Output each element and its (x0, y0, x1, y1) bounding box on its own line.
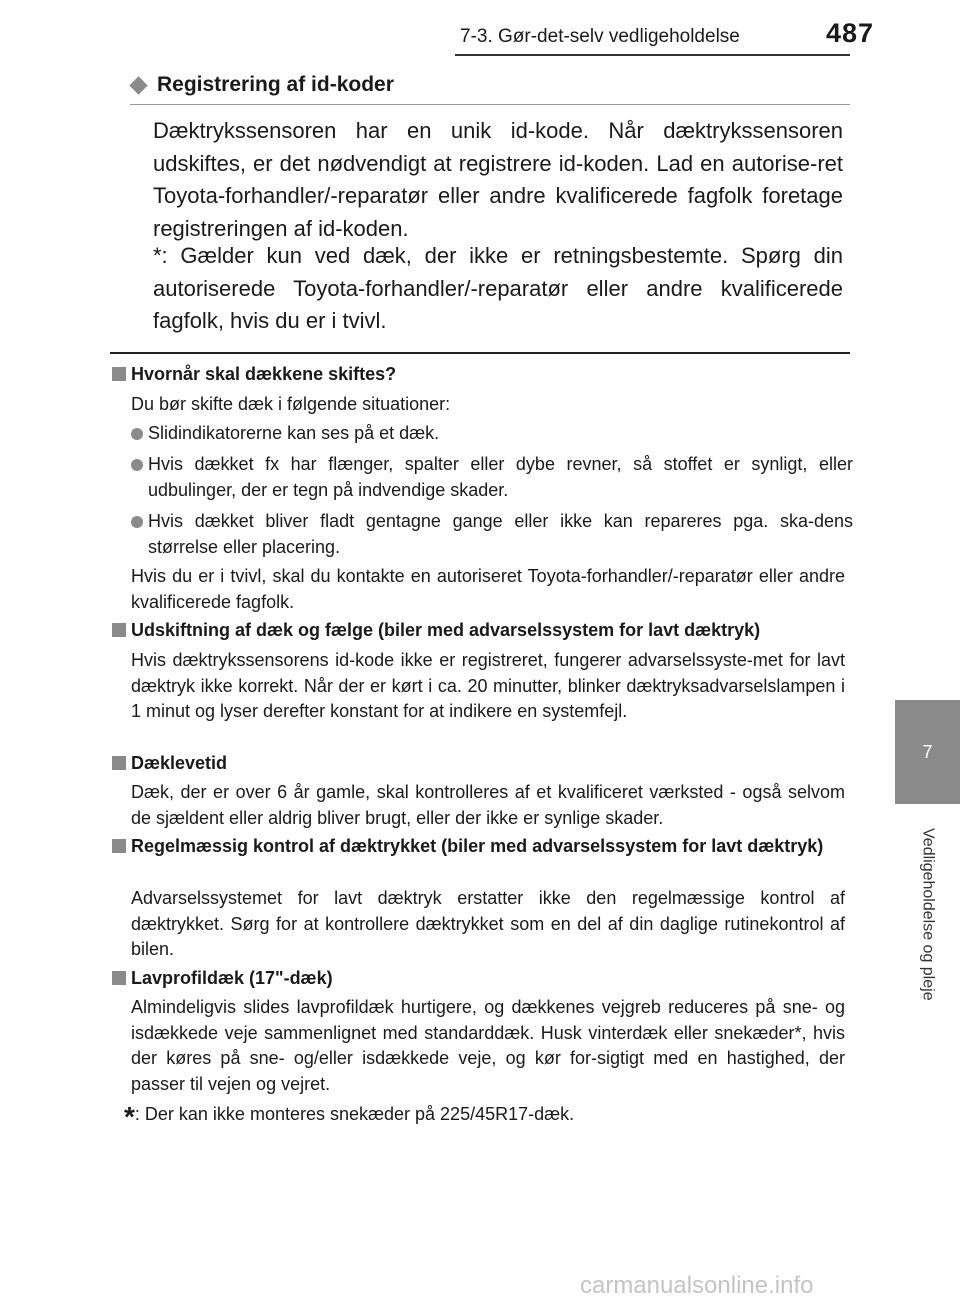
list-item (131, 421, 853, 447)
page-number: 487 (826, 18, 875, 48)
list-item-text: Slidindikatorerne kan ses på et dæk. (148, 423, 440, 443)
square-bullet-icon (112, 623, 126, 637)
section-heading (112, 618, 852, 643)
watermark: carmanualsonline.info (580, 1272, 814, 1299)
square-bullet-icon (112, 839, 126, 853)
square-bullet-icon (112, 756, 126, 770)
section-heading (112, 834, 852, 859)
list-item (131, 509, 853, 560)
section-text: Hvis dæktrykssensorens id-kode ikke er registreret, fungerer advarselssyste-met for lavt dæktryk ikke korrekt. Når der er kørt i ca. 20 minutter, blinker dæktryksadvarselslampen i 1 minut og lyser derefter konstant for at indikere en systemfejl. (131, 650, 845, 721)
section-heading-text: Lavprofildæk (17"-dæk) (131, 968, 333, 988)
section-heading (112, 966, 852, 991)
round-bullet-icon (131, 516, 143, 528)
round-bullet-icon (131, 459, 143, 471)
square-bullet-icon (112, 971, 126, 985)
section-text: Dæk, der er over 6 år gamle, skal kontrolleres af et kvalificeret værksted - også selvom de sjældent eller aldrig bliver brugt, eller der ikke er synlige skader. (131, 782, 845, 828)
section-heading (112, 362, 852, 387)
id-code-heading-text: Registrering af id-koder (157, 73, 394, 96)
chapter-tab (895, 700, 960, 804)
section-heading-text: Dæklevetid (131, 753, 228, 773)
section-divider (110, 352, 850, 354)
section-text: Hvis du er i tvivl, skal du kontakte en autoriseret Toyota-forhandler/-reparatør eller andre kvalificerede fagfolk. (131, 566, 845, 612)
id-code-paragraph: Dæktrykssensoren har en unik id-kode. Når dæktrykssensoren udskiftes, er det nødvendigt at registrere id-koden. Lad en autorise-ret Toyota-forhandler/-reparatør eller andre kvalificerede fagfolk foretage registreringen af id-koden. (153, 118, 843, 241)
square-bullet-icon (112, 367, 126, 381)
chapter-number: 7 (922, 741, 933, 762)
footnote-text: : Der kan ikke monteres snekæder på 225/45R17-dæk. (134, 1104, 575, 1124)
diamond-icon (129, 76, 147, 94)
list-item (131, 452, 853, 503)
header-divider (455, 54, 850, 56)
id-code-note: *: Gælder kun ved dæk, der ikke er retningsbestemte. Spørg din autoriserede Toyota-forhandler/-reparatør eller andre kvalificerede fagfolk, hvis du er i tvivl. (153, 243, 843, 333)
chapter-title: Vedligeholdelse og pleje (919, 828, 937, 1001)
section-text: Du bør skifte dæk i følgende situationer: (131, 394, 451, 414)
section-heading (112, 751, 852, 776)
section-heading-text: Hvornår skal dækkene skiftes? (131, 364, 397, 384)
chapter-side-label (895, 828, 960, 1088)
id-code-heading (130, 73, 394, 97)
footnote-star: * (124, 1101, 135, 1132)
section-text: Almindeligvis slides lavprofildæk hurtigere, og dækkenes vejgreb reduceres på sne- og isdækkede veje sammenlignet med standarddæk. Husk vinterdæk eller snekæder*, hvis der køres på sne- og/eller isdækkede veje, og kør for-sigtigt med en hastighed, der passer til vejen og vejret. (131, 997, 845, 1094)
list-item-text: Hvis dækket fx har flænger, spalter eller dybe revner, så stoffet er synligt, eller udbulinger, der er tegn på indvendige skader. (148, 454, 853, 500)
section-heading-text: Udskiftning af dæk og fælge (biler med advarselssystem for lavt dæktryk) (131, 620, 761, 640)
section-text: Advarselssystemet for lavt dæktryk erstatter ikke den regelmæssige kontrol af dæktrykket. Sørg for at kontrollere dæktrykket som en del af din daglige rutinekontrol af bilen. (131, 888, 845, 959)
footnote (124, 1101, 574, 1133)
round-bullet-icon (131, 428, 143, 440)
section-heading-text: Regelmæssig kontrol af dæktrykket (biler med advarselssystem for lavt dæktryk) (131, 836, 824, 856)
section-title: 7-3. Gør-det-selv vedligeholdelse (460, 26, 740, 47)
heading-divider (130, 104, 850, 105)
list-item-text: Hvis dækket bliver fladt gentagne gange eller ikke kan repareres pga. ska-dens størrelse eller placering. (148, 511, 853, 557)
